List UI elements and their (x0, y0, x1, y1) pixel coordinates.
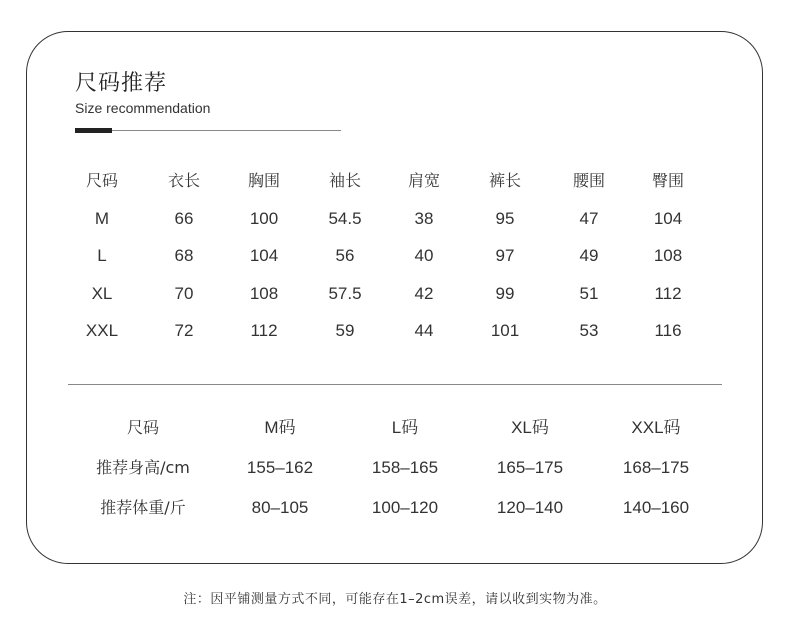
header-chest: 胸围 (247, 171, 280, 190)
cell-size: XL (91, 283, 113, 303)
header-sleeve: 袖长 (328, 171, 361, 190)
row-label-weight: 推荐体重/斤 (100, 498, 186, 517)
cell-size: M (94, 208, 110, 228)
cell-chest: 112 (250, 321, 278, 340)
cell-pants: 101 (490, 321, 520, 340)
cell-weight-m: 80–105 (251, 498, 309, 517)
cell-waist: 51 (579, 283, 599, 303)
cell-length: 66 (174, 208, 194, 228)
header-size: 尺码 (85, 171, 118, 190)
cell-length: 68 (174, 246, 194, 265)
header-waist: 腰围 (572, 171, 605, 190)
header-size-m: M码 (264, 418, 296, 437)
page-title: 尺码推荐 (75, 71, 168, 96)
cell-shoulder: 44 (414, 321, 434, 340)
header-pants: 裤长 (488, 171, 521, 190)
cell-hip: 116 (654, 321, 682, 340)
cell-height-xl: 165–175 (496, 458, 564, 477)
header-shoulder: 肩宽 (407, 171, 440, 190)
cell-height-l: 158–165 (371, 458, 439, 477)
cell-sleeve: 59 (335, 321, 355, 340)
section-divider (68, 384, 722, 385)
cell-weight-xxl: 140–160 (622, 498, 690, 517)
cell-shoulder: 42 (414, 283, 434, 303)
cell-waist: 49 (579, 246, 599, 265)
cell-length: 70 (174, 283, 194, 303)
page-subtitle: Size recommendation (75, 100, 211, 116)
cell-hip: 112 (654, 283, 682, 303)
cell-pants: 95 (495, 208, 515, 228)
row-label-height: 推荐身高/cm (96, 458, 190, 477)
cell-size: L (97, 246, 107, 265)
header-length: 衣长 (167, 171, 200, 190)
cell-weight-xl: 120–140 (496, 498, 564, 517)
cell-weight-l: 100–120 (371, 498, 439, 517)
header-size: 尺码 (126, 418, 159, 437)
cell-waist: 47 (579, 208, 599, 228)
table-row (0, 492, 790, 532)
cell-shoulder: 38 (414, 208, 434, 228)
cell-waist: 53 (579, 321, 599, 340)
cell-pants: 97 (495, 246, 515, 265)
cell-sleeve: 56 (335, 246, 355, 265)
title-underline-accent (75, 128, 112, 133)
cell-pants: 99 (495, 283, 515, 303)
cell-chest: 100 (249, 208, 279, 228)
table-row (0, 452, 790, 492)
cell-sleeve: 54.5 (328, 208, 362, 228)
recommend-table (0, 412, 790, 532)
cell-hip: 108 (653, 246, 683, 265)
recommend-table-header (0, 412, 790, 452)
title-underline (75, 130, 341, 131)
cell-size: XXL (85, 321, 119, 340)
cell-length: 72 (174, 321, 194, 340)
cell-height-xxl: 168–175 (622, 458, 690, 477)
cell-hip: 104 (653, 208, 683, 228)
header-hip: 臀围 (651, 171, 684, 190)
header-size-l: L码 (391, 418, 419, 437)
cell-chest: 108 (249, 283, 279, 303)
cell-height-m: 155–162 (246, 458, 314, 477)
cell-chest: 104 (249, 246, 279, 265)
header-size-xxl: XXL码 (631, 418, 681, 437)
cell-sleeve: 57.5 (328, 283, 362, 303)
header-size-xl: XL码 (511, 418, 549, 437)
cell-shoulder: 40 (414, 246, 434, 265)
footnote: 注：因平铺测量方式不同，可能存在1–2cm误差，请以收到实物为准。 (183, 592, 607, 607)
